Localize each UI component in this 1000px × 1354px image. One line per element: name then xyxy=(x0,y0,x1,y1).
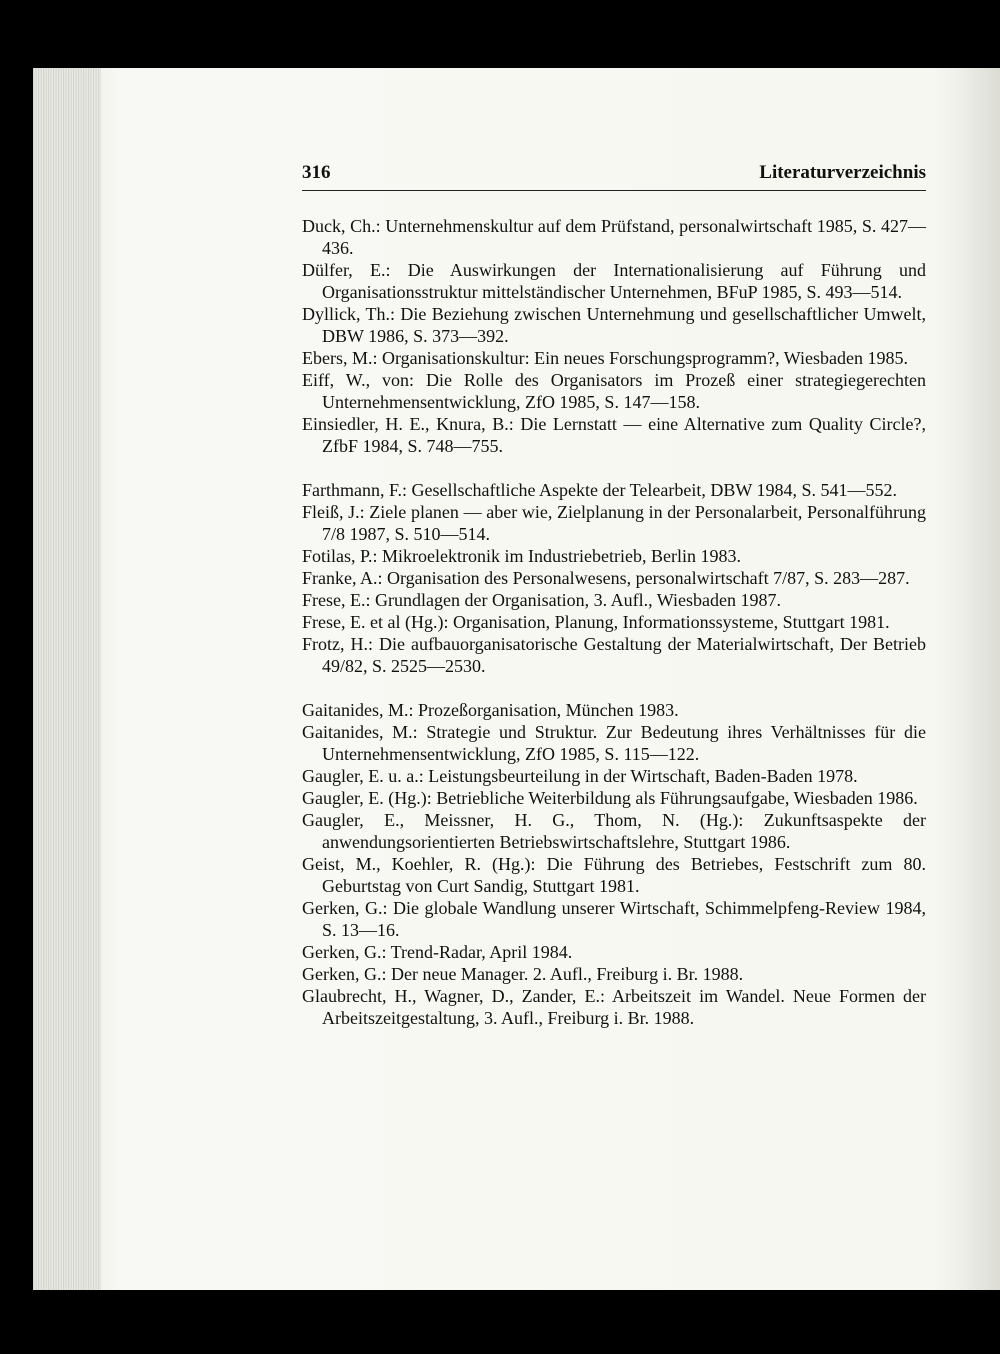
bib-entry: Frotz, H.: Die aufbauorganisatorische Gestaltung der Materialwirtschaft, Der Betrieb 49/82, S. 2525—2530. xyxy=(302,634,926,676)
bib-entry: Frese, E.: Grundlagen der Organisation, 3. Aufl., Wiesbaden 1987. xyxy=(302,590,782,610)
bib-entry: Gaugler, E., Meissner, H. G., Thom, N. (Hg.): Zukunftsaspekte der anwendungsorientierten Betriebswirtschaftslehre, Stuttgart 1986. xyxy=(302,810,926,852)
bib-entry: Gaitanides, M.: Prozeßorganisation, München 1983. xyxy=(302,700,679,720)
bib-entry: Duck, Ch.: Unternehmenskultur auf dem Prüfstand, personalwirtschaft 1985, S. 427—436. xyxy=(302,216,926,258)
bib-entry: Glaubrecht, H., Wagner, D., Zander, E.: Arbeitszeit im Wandel. Neue Formen der Arbeitszeitgestaltung, 3. Aufl., Freiburg i. Br. 1988. xyxy=(302,986,926,1028)
bib-entry: Farthmann, F.: Gesellschaftliche Aspekte der Telearbeit, DBW 1984, S. 541—552. xyxy=(302,480,898,500)
page-header xyxy=(302,158,926,191)
bib-entry: Ebers, M.: Organisationskultur: Ein neues Forschungsprogramm?, Wiesbaden 1985. xyxy=(302,348,909,368)
bib-entry: Fleiß, J.: Ziele planen — aber wie, Zielplanung in der Personalarbeit, Personalführung 7/8 1987, S. 510—514. xyxy=(302,502,926,544)
bib-entry: Gerken, G.: Trend-Radar, April 1984. xyxy=(302,942,573,962)
bib-entry: Gaitanides, M.: Strategie und Struktur. Zur Bedeutung ihres Verhältnisses für die Unternehmensentwicklung, ZfO 1985, S. 115—122. xyxy=(302,722,926,764)
bib-entry: Fotilas, P.: Mikroelektronik im Industriebetrieb, Berlin 1983. xyxy=(302,546,741,566)
bib-entry: Gerken, G.: Die globale Wandlung unserer Wirtschaft, Schimmelpfeng-Review 1984, S. 13—16. xyxy=(302,898,926,940)
bib-entry: Geist, M., Koehler, R. (Hg.): Die Führung des Betriebes, Festschrift zum 80. Geburtstag von Curt Sandig, Stuttgart 1981. xyxy=(302,854,926,896)
bib-entry: Gaugler, E. (Hg.): Betriebliche Weiterbildung als Führungsaufgabe, Wiesbaden 1986. xyxy=(302,788,918,808)
page-stack-edges xyxy=(33,68,101,1290)
bib-entry: Dülfer, E.: Die Auswirkungen der Internationalisierung auf Führung und Organisationsstruktur mittelständischer Unternehmen, BFuP 1985, S. 493—514. xyxy=(302,260,926,302)
page-right-edge xyxy=(952,68,1000,1290)
bib-entry: Gerken, G.: Der neue Manager. 2. Aufl., Freiburg i. Br. 1988. xyxy=(302,964,744,984)
bib-entry: Franke, A.: Organisation des Personalwesens, personalwirtschaft 7/87, S. 283—287. xyxy=(302,568,910,588)
page-number: 316 xyxy=(302,162,331,183)
bib-entry: Gaugler, E. u. a.: Leistungsbeurteilung in der Wirtschaft, Baden-Baden 1978. xyxy=(302,766,858,786)
bib-entry: Einsiedler, H. E., Knura, B.: Die Lernstatt — eine Alternative zum Quality Circle?, ZfbF 1984, S. 748—755. xyxy=(302,414,926,456)
bib-entry: Eiff, W., von: Die Rolle des Organisators im Prozeß einer strategiegerechten Unternehmensentwicklung, ZfO 1985, S. 147—158. xyxy=(302,370,926,412)
bibliography-list xyxy=(302,215,926,1029)
bib-entry: Frese, E. et al (Hg.): Organisation, Planung, Informationssysteme, Stuttgart 1981. xyxy=(302,612,890,632)
bib-entry: Dyllick, Th.: Die Beziehung zwischen Unternehmung und gesellschaftlicher Umwelt, DBW 1986, S. 373—392. xyxy=(302,304,926,346)
running-title: Literaturverzeichnis xyxy=(759,162,926,183)
